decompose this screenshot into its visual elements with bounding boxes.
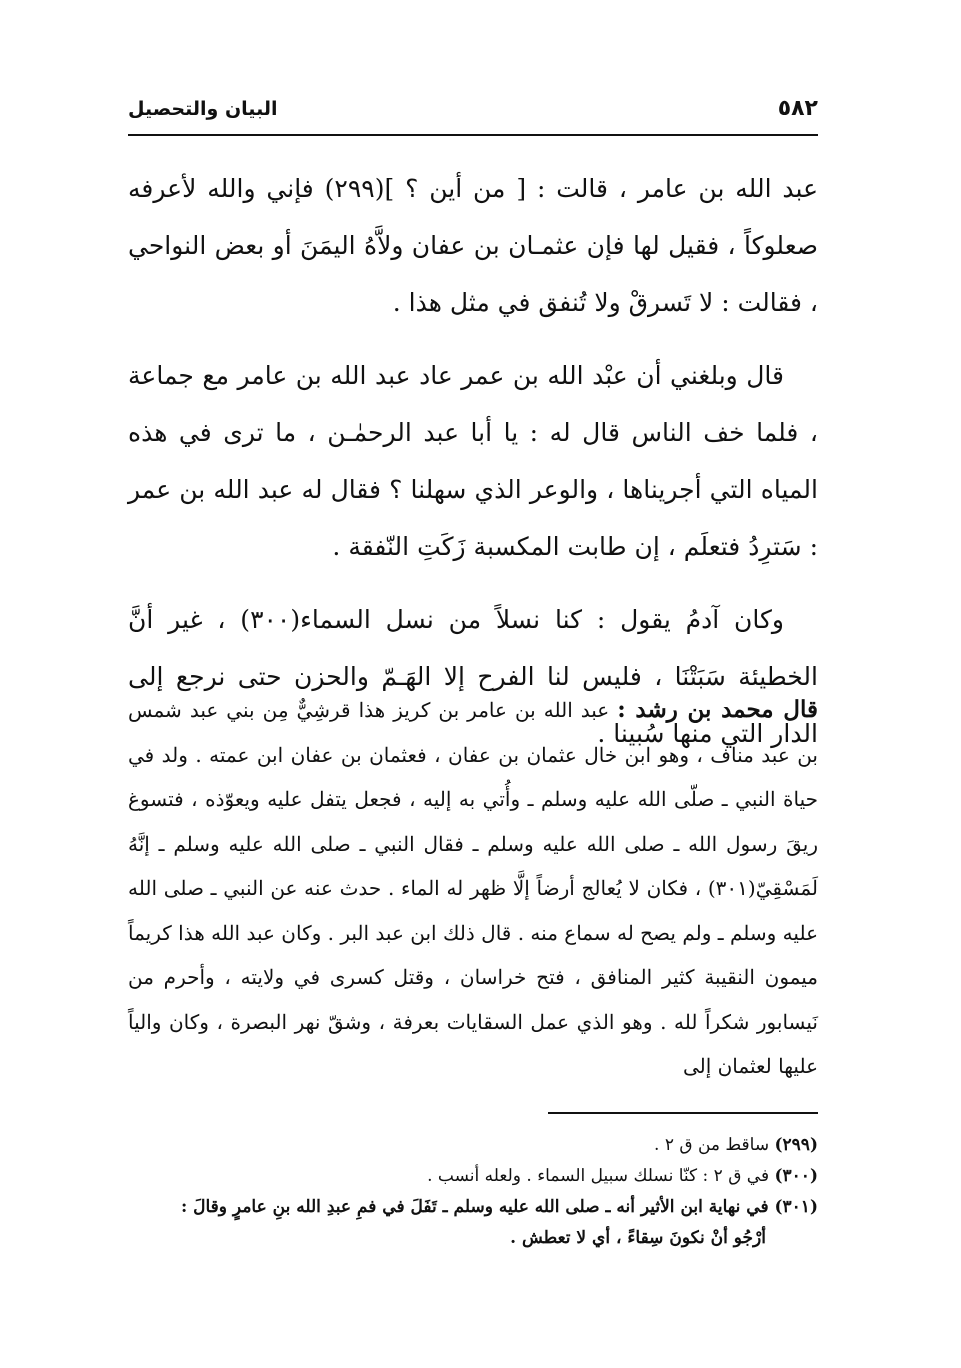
paragraph: قال وبلغني أن عبْد الله بن عمر عاد عبد الله بن عامر مع جماعة ، فلما خف الناس قال له : يا أبا عبد الرحمٰـن ، ما ترى في هذه المياه التي أجريناها ، والوعر الذي سهلنا ؟ فقال له عبد الله بن عمر : سَترِدُ فتعلَم ، إن طابت المكسبة زَكَتِ النّفقة . (128, 361, 818, 561)
footnote-divider (548, 1112, 818, 1114)
running-title: البيان والتحصيل (128, 98, 278, 120)
commentary-text: عبد الله بن عامر بن كريز هذا قرشِيٌّ مِن بني عبد شمس بن عبد مناف ، وهو ابن خال عثمان بن عفان ، فعثمان بن عفان ابن عمته . ولد في حياة النبي ـ صلّى الله عليه وسلم ـ وأُتي به إليه ، فجعل يتفل عليه ويعوّذه ، فتسوغ ريقَ رسول الله ـ صلى الله عليه وسلم ـ فقال النبي ـ صلى الله عليه وسلم ـ إنَّهُ لَمَسْقِيّ(٣٠١) ، فكان لا يُعالج أرضاً إلَّا ظهر له الماء . حدث عنه عن النبي ـ صلى الله عليه وسلم ـ ولم يصح له سماع منه . قال ذلك ابن عبد البر . وكان عبد الله هذا كريماً ميمون النقيبة كثير المنافق ، فتح خراسان ، وقتل كسرى في ولايته ، وأحرم من نَيسابور شكراً لله . وهو الذي عمل السقايات بعرفة ، وشقّ نهر البصرة ، وكان والياً عليها لعثمان إلى (128, 698, 818, 1078)
footnote-number: (٢٩٩) (774, 1135, 818, 1155)
commentary-section (128, 688, 818, 1089)
footnote-text: في ق ٢ : كنّا نسلك سبيل السماء . ولعله أنسب . (427, 1166, 770, 1186)
footnotes (128, 1130, 818, 1254)
footnote-number: (٣٠٠) (774, 1166, 818, 1186)
footnote-text: ساقط من ق ٢ . (654, 1135, 770, 1155)
main-text (128, 160, 818, 778)
paragraph: عبد الله بن عامر ، قالت : [ من أين ؟ ](٢٩٩) فإني والله لأعرفه صعلوكاً ، فقيل لها فإن عثمـان بن عفان ولاَّهُ اليمَنَ أو بعض النواحي ، فقالت : لا تَسرقْ ولا تُنفق في مثل هذا . (128, 174, 818, 317)
paragraph: وكان آدمُ يقول : كنا نسلاً من نسل السماء(٣٠٠) ، غير أنَّ الخطيئة سَبَتْنَا ، فليس لنا الفرح إلا الهَـمّ والحزن حتى نرجع إلى الدار التي منها سُبينا . (128, 605, 818, 748)
footnote (128, 1161, 818, 1192)
commentary-speaker: قال محمد بن رشد : (617, 696, 818, 723)
footnote-continuation: أرْجُو أنْ نكونَ سِقاءً ، أي لا تعطش . (510, 1228, 766, 1248)
page-header (128, 92, 818, 136)
page-number: ٥٨٢ (777, 96, 818, 121)
footnote (128, 1192, 818, 1254)
footnote (128, 1130, 818, 1161)
footnote-text: في نهاية ابن الأثير أنه ـ صلى الله عليه وسلم ـ تَفَلَ في فمِ عبدِ الله بنِ عامرٍ وقالَ : (180, 1197, 769, 1217)
footnote-number: (٣٠١) (774, 1197, 818, 1217)
